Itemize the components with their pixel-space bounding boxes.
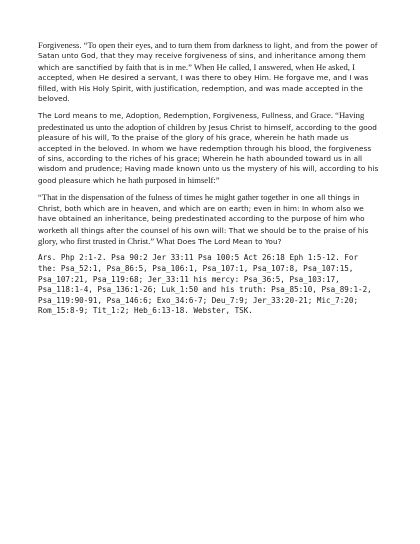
text-run: faith that is in me.” When He called, I answered, when He asked, I bbox=[123, 61, 355, 72]
text-run: and Grace. “Having predestinated us unto the adoption of children by bbox=[38, 110, 365, 132]
text-run: “That in the dispensation of the fulness of times he might gather together bbox=[38, 192, 290, 203]
text-run: hath purposed in himself:” bbox=[126, 174, 220, 185]
text-run: in one all things in Christ, both which are in heaven, and which are on earth; even in him: In whom also we have obtained an inheritance, being predestinated according to the purpose of him who worketh all things after the counsel of his own will: That we should be to the praise of his bbox=[38, 193, 369, 235]
paragraph-3 bbox=[38, 192, 380, 247]
paragraph-1 bbox=[38, 40, 380, 104]
text-run: Ars. Php 2:1-2. Psa 90:2 Jer 33:11 Psa 100:5 Act 26:18 Eph 1:5-12. For the: Psa_52:1, Psa_86:5, Psa_106:1, Psa_107:1, Psa_107:8, Psa_107:15, Psa_107:21, Psa_119:68; Jer_33:11 his mercy: Psa_36:5, Psa_103:17, Psa_118:1-4, Psa_136:1-26; Luk_1:50 and his truth: Psa_85:10, Psa_89:1-2, Psa_119:90-91, Psa_146:6; Exo_34:6-7; Deu_7:9; Jer_33:20-21; Mic_7:20; Rom_15:8-9; Tit_1:2; Heb_6:13-18. Webster, TSK. bbox=[38, 253, 372, 316]
text-run: accepted, when He desired a servant, I was there to obey Him. He forgave me, and I was filled, with His Holy Spirit, with justification, redemption, and was made accepted in the beloved. bbox=[38, 73, 369, 104]
paragraph-2 bbox=[38, 110, 380, 186]
text-run: The Lord means to me, Adoption, Redemption, Forgiveness, Fullness, bbox=[38, 111, 294, 121]
text-run: Forgiveness. “To open their eyes, and to turn them from darkness to bbox=[38, 40, 272, 50]
text-run: Does The Lord Mean to You? bbox=[174, 236, 282, 246]
text-run: light, and from the power of Satan unto God, that they may receive forgiveness of sins, and inheritance among them which are sanctified by bbox=[38, 41, 378, 72]
text-run: Jesus Christ to himself, according to the good pleasure of his will, To the praise of the glory of his grace, wherein he hath made us accepted in the beloved. In whom we have redemption through his blood, the forgiveness of sins, according to the riches of his grace; Wherein he hath abounded toward us in all wisdom and prudence; Having made known unto us the mystery of his will, according to his good pleasure which he bbox=[38, 122, 379, 185]
scripture-references bbox=[38, 253, 380, 317]
text-run: glory, who first trusted in Christ.” What bbox=[38, 235, 175, 246]
